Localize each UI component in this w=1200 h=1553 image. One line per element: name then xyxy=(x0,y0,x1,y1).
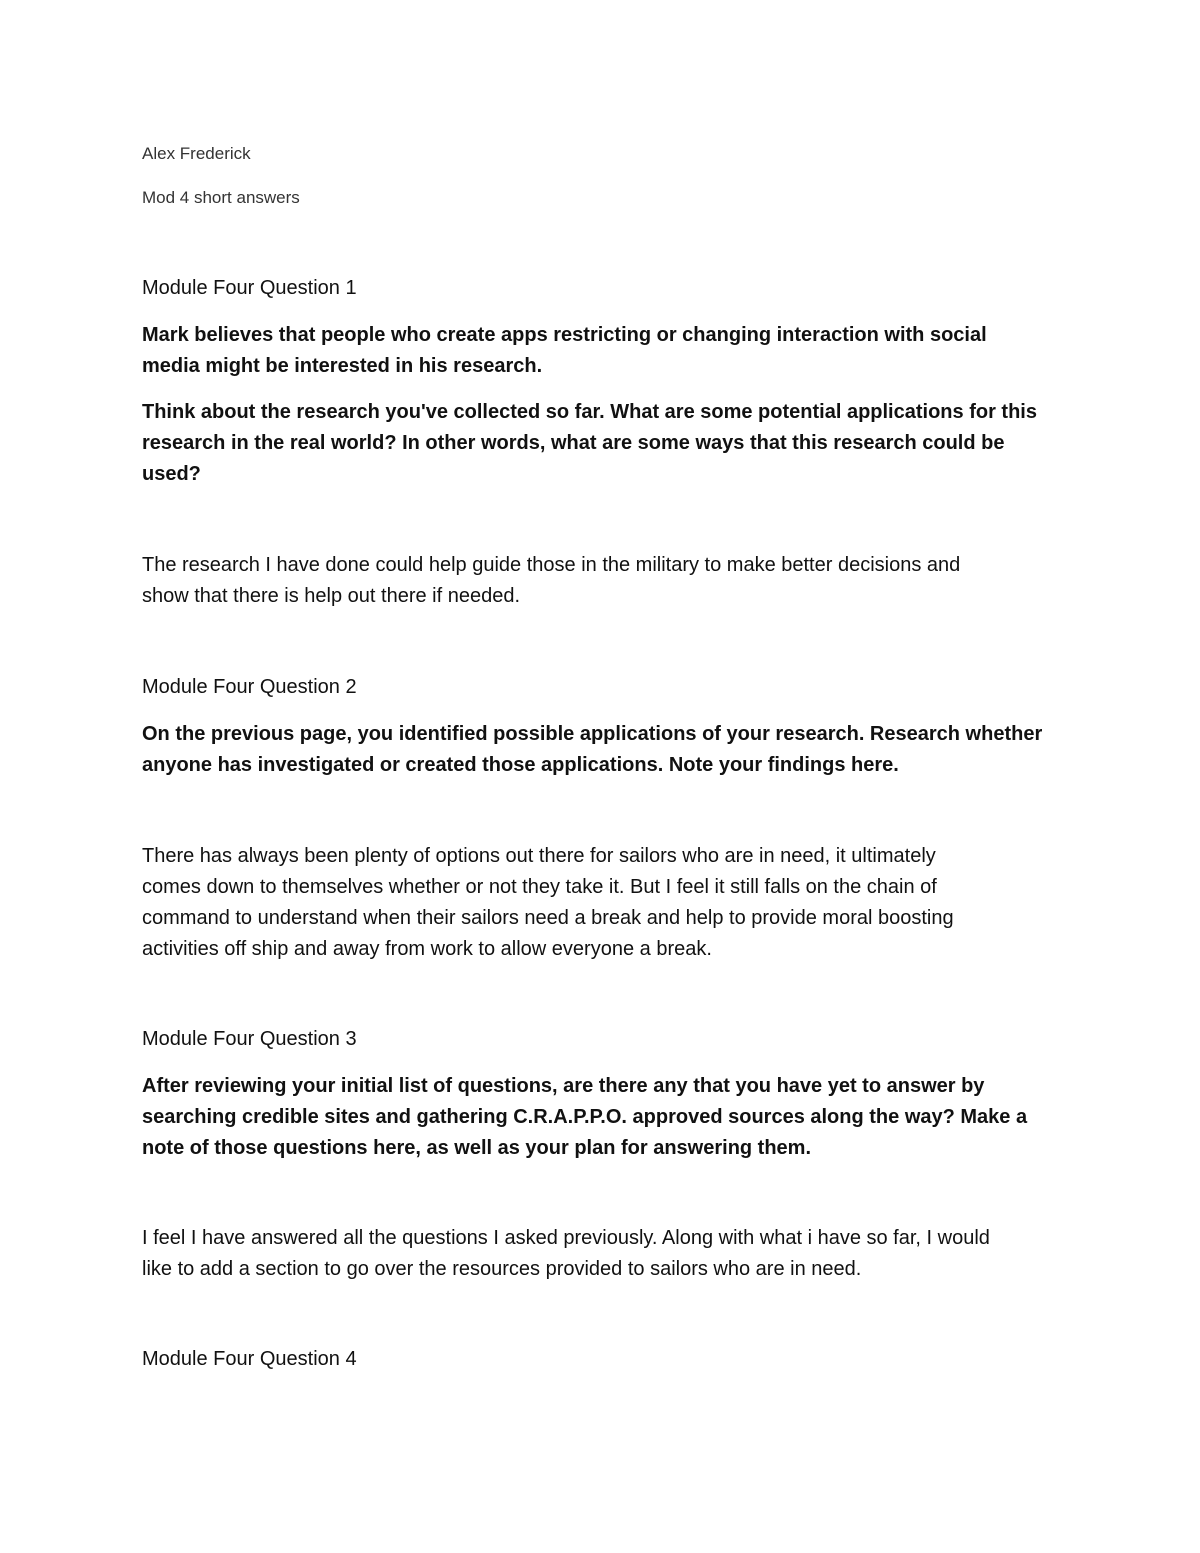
question-3-prompt-line-3: note of those questions here, as well as your plan for answering them. xyxy=(142,1137,812,1159)
question-1-prompt-2-line-3: used? xyxy=(142,463,201,485)
question-1-answer-line-1: The research I have done could help guide those in the military to make better decisions and xyxy=(142,554,961,576)
document-subtitle: Mod 4 short answers xyxy=(142,188,300,207)
question-1-prompt-2-line-1: Think about the research you've collected so far. What are some potential applications for this xyxy=(142,401,1037,423)
question-2-answer-line-4: activities off ship and away from work to allow everyone a break. xyxy=(142,938,712,960)
question-3-prompt-line-2: searching credible sites and gathering C.R.A.P.P.O. approved sources along the way? Make a xyxy=(142,1106,1028,1128)
question-3-answer-line-2: like to add a section to go over the resources provided to sailors who are in need. xyxy=(142,1258,862,1280)
question-1-prompt-2 xyxy=(142,397,1072,490)
question-1-title: Module Four Question 1 xyxy=(142,277,357,299)
question-4-title: Module Four Question 4 xyxy=(142,1348,357,1370)
question-1-prompt-line-2: media might be interested in his research. xyxy=(142,355,543,377)
question-2-answer-line-1: There has always been plenty of options out there for sailors who are in need, it ultimately xyxy=(142,845,936,867)
question-3-prompt-line-1: After reviewing your initial list of questions, are there any that you have yet to answer by xyxy=(142,1075,985,1097)
question-1-answer xyxy=(142,550,1072,612)
question-2-prompt xyxy=(142,719,1072,781)
question-3-answer xyxy=(142,1223,1072,1285)
question-3-answer-line-1: I feel I have answered all the questions I asked previously. Along with what i have so far, I would xyxy=(142,1227,990,1249)
author-name: Alex Frederick xyxy=(142,144,251,163)
question-2-prompt-line-2: anyone has investigated or created those applications. Note your findings here. xyxy=(142,754,899,776)
question-3-title: Module Four Question 3 xyxy=(142,1028,357,1050)
question-2-title: Module Four Question 2 xyxy=(142,676,357,698)
question-1-answer-line-2: show that there is help out there if needed. xyxy=(142,585,521,607)
question-1-prompt-2-line-2: research in the real world? In other words, what are some ways that this research could be xyxy=(142,432,1005,454)
question-3-prompt xyxy=(142,1071,1072,1164)
question-2-answer xyxy=(142,841,1072,965)
question-1-prompt xyxy=(142,320,1072,382)
question-2-answer-line-3: command to understand when their sailors need a break and help to provide moral boosting xyxy=(142,907,954,929)
question-1-prompt-line-1: Mark believes that people who create apps restricting or changing interaction with social xyxy=(142,324,987,346)
question-2-answer-line-2: comes down to themselves whether or not they take it. But I feel it still falls on the chain of xyxy=(142,876,937,898)
question-2-prompt-line-1: On the previous page, you identified possible applications of your research. Research whether xyxy=(142,723,1043,745)
